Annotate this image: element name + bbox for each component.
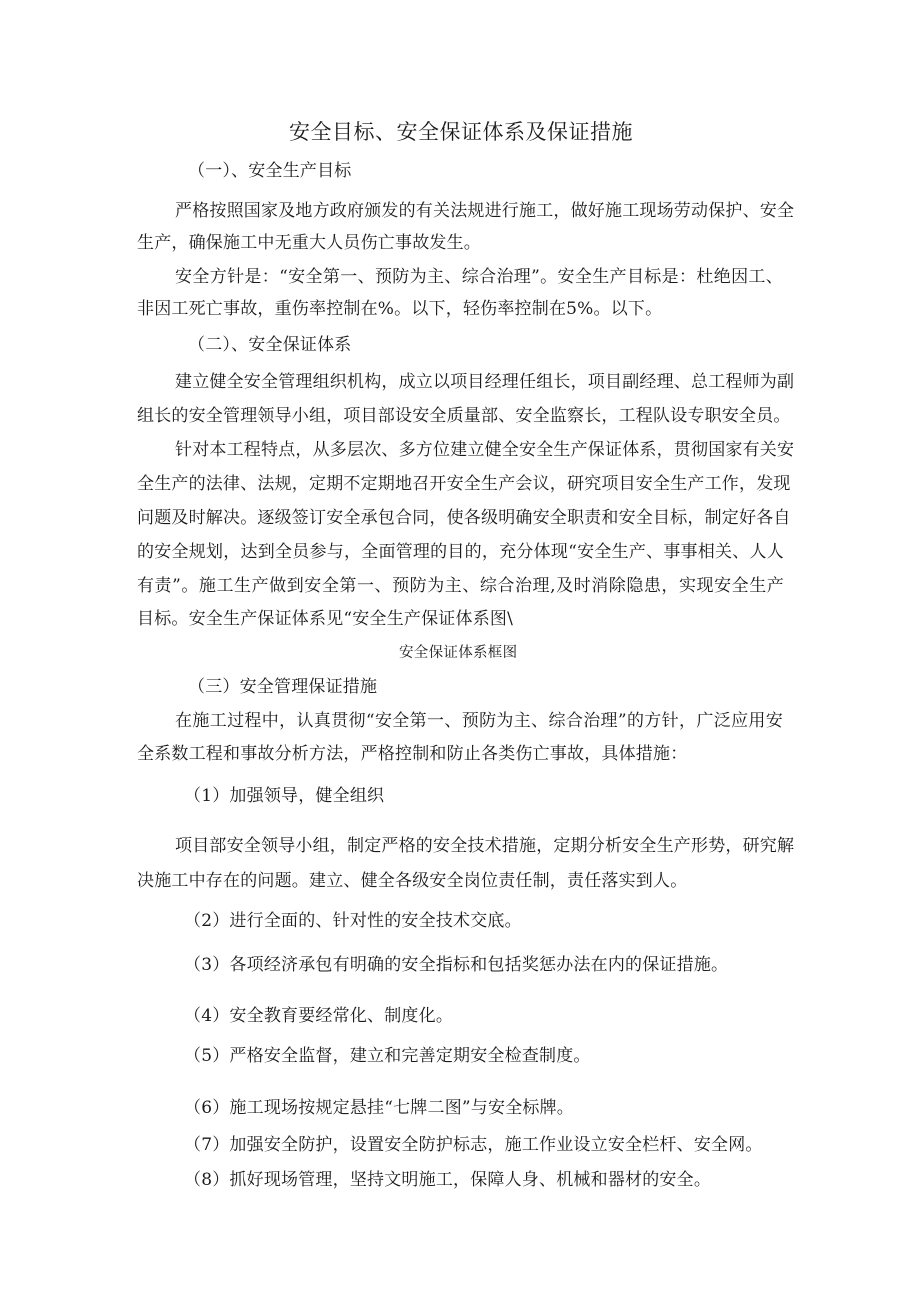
section1-heading: （一）、安全生产目标: [188, 161, 352, 181]
section3-heading: （三）安全管理保证措施: [188, 677, 378, 697]
list-item-4: （4）安全教育要经常化、制度化。: [184, 1006, 454, 1026]
section1-para1-line2: 生产，确保施工中无重大人员伤亡事故发生。: [137, 233, 481, 253]
section2-para1-line1: 建立健全安全管理组织机构，成立以项目经理任组长，项目副经理、总工程师为副: [175, 372, 795, 392]
list-item-8: （8）抓好现场管理，坚持文明施工，保障人身、机械和器材的安全。: [184, 1170, 712, 1190]
list-item-5: （5）严格安全监督，建立和完善定期安全检查制度。: [184, 1046, 591, 1066]
list-item-1-detail-line2: 决施工中存在的问题。建立、健全各级安全岗位责任制，责任落实到人。: [137, 871, 688, 891]
section2-para2-line3: 问题及时解决。逐级签订安全承包合同，使各级明确安全职责和安全目标，制定好各自: [137, 508, 791, 528]
section1-para2-line2: 非因工死亡事故，重伤率控制在%。以下，轻伤率控制在5%。以下。: [137, 299, 663, 319]
document-title: 安全目标、安全保证体系及保证措施: [289, 120, 633, 144]
list-item-6: （6）施工现场按规定悬挂“七牌二图”与安全标牌。: [184, 1098, 574, 1118]
section2-para2-line1: 针对本工程特点，从多层次、多方位建立健全安全生产保证体系，贯彻国家有关安: [175, 440, 795, 460]
section2-para2-line5: 有责”。施工生产做到安全第一、预防为主、综合治理,及时消除隐患，实现安全生产: [137, 576, 784, 596]
section2-para1-line2: 组长的安全管理领导小组，项目部设安全质量部、安全监察长，工程队设专职安全员。: [137, 406, 791, 426]
list-item-1: （1）加强领导，健全组织: [184, 786, 385, 806]
section1-para2-line1: 安全方针是：“安全第一、预防为主、综合治理”。安全生产目标是：杜绝因工、: [175, 267, 783, 287]
list-item-2: （2）进行全面的、针对性的安全技术交底。: [184, 911, 522, 931]
section2-heading: （二）、安全保证体系: [188, 335, 352, 355]
figure-caption: 安全保证体系框图: [399, 645, 518, 661]
section3-intro-line2: 全系数工程和事故分析方法，严格控制和防止各类伤亡事故，具体措施：: [137, 744, 688, 764]
section3-intro-line1: 在施工过程中，认真贯彻“安全第一、预防为主、综合治理”的方针，广泛应用安: [175, 711, 783, 731]
section1-para1-line1: 严格按照国家及地方政府颁发的有关法规进行施工，做好施工现场劳动保护、安全: [175, 201, 795, 221]
list-item-3: （3）各项经济承包有明确的安全指标和包括奖惩办法在内的保证措施。: [184, 955, 729, 975]
list-item-1-detail-line1: 项目部安全领导小组，制定严格的安全技术措施，定期分析安全生产形势，研究解: [175, 836, 795, 856]
section2-para2-line2: 全生产的法律、法规，定期不定期地召开安全生产会议，研究项目安全生产工作，发现: [137, 474, 791, 494]
list-item-7: （7）加强安全防护，设置安全防护标志，施工作业设立安全栏杆、安全网。: [184, 1135, 763, 1155]
section2-para2-line6: 目标。安全生产保证体系见“安全生产保证体系图\: [137, 609, 514, 629]
section2-para2-line4: 的安全规划，达到全员参与，全面管理的目的，充分体现“安全生产、事事相关、人人: [137, 542, 784, 562]
